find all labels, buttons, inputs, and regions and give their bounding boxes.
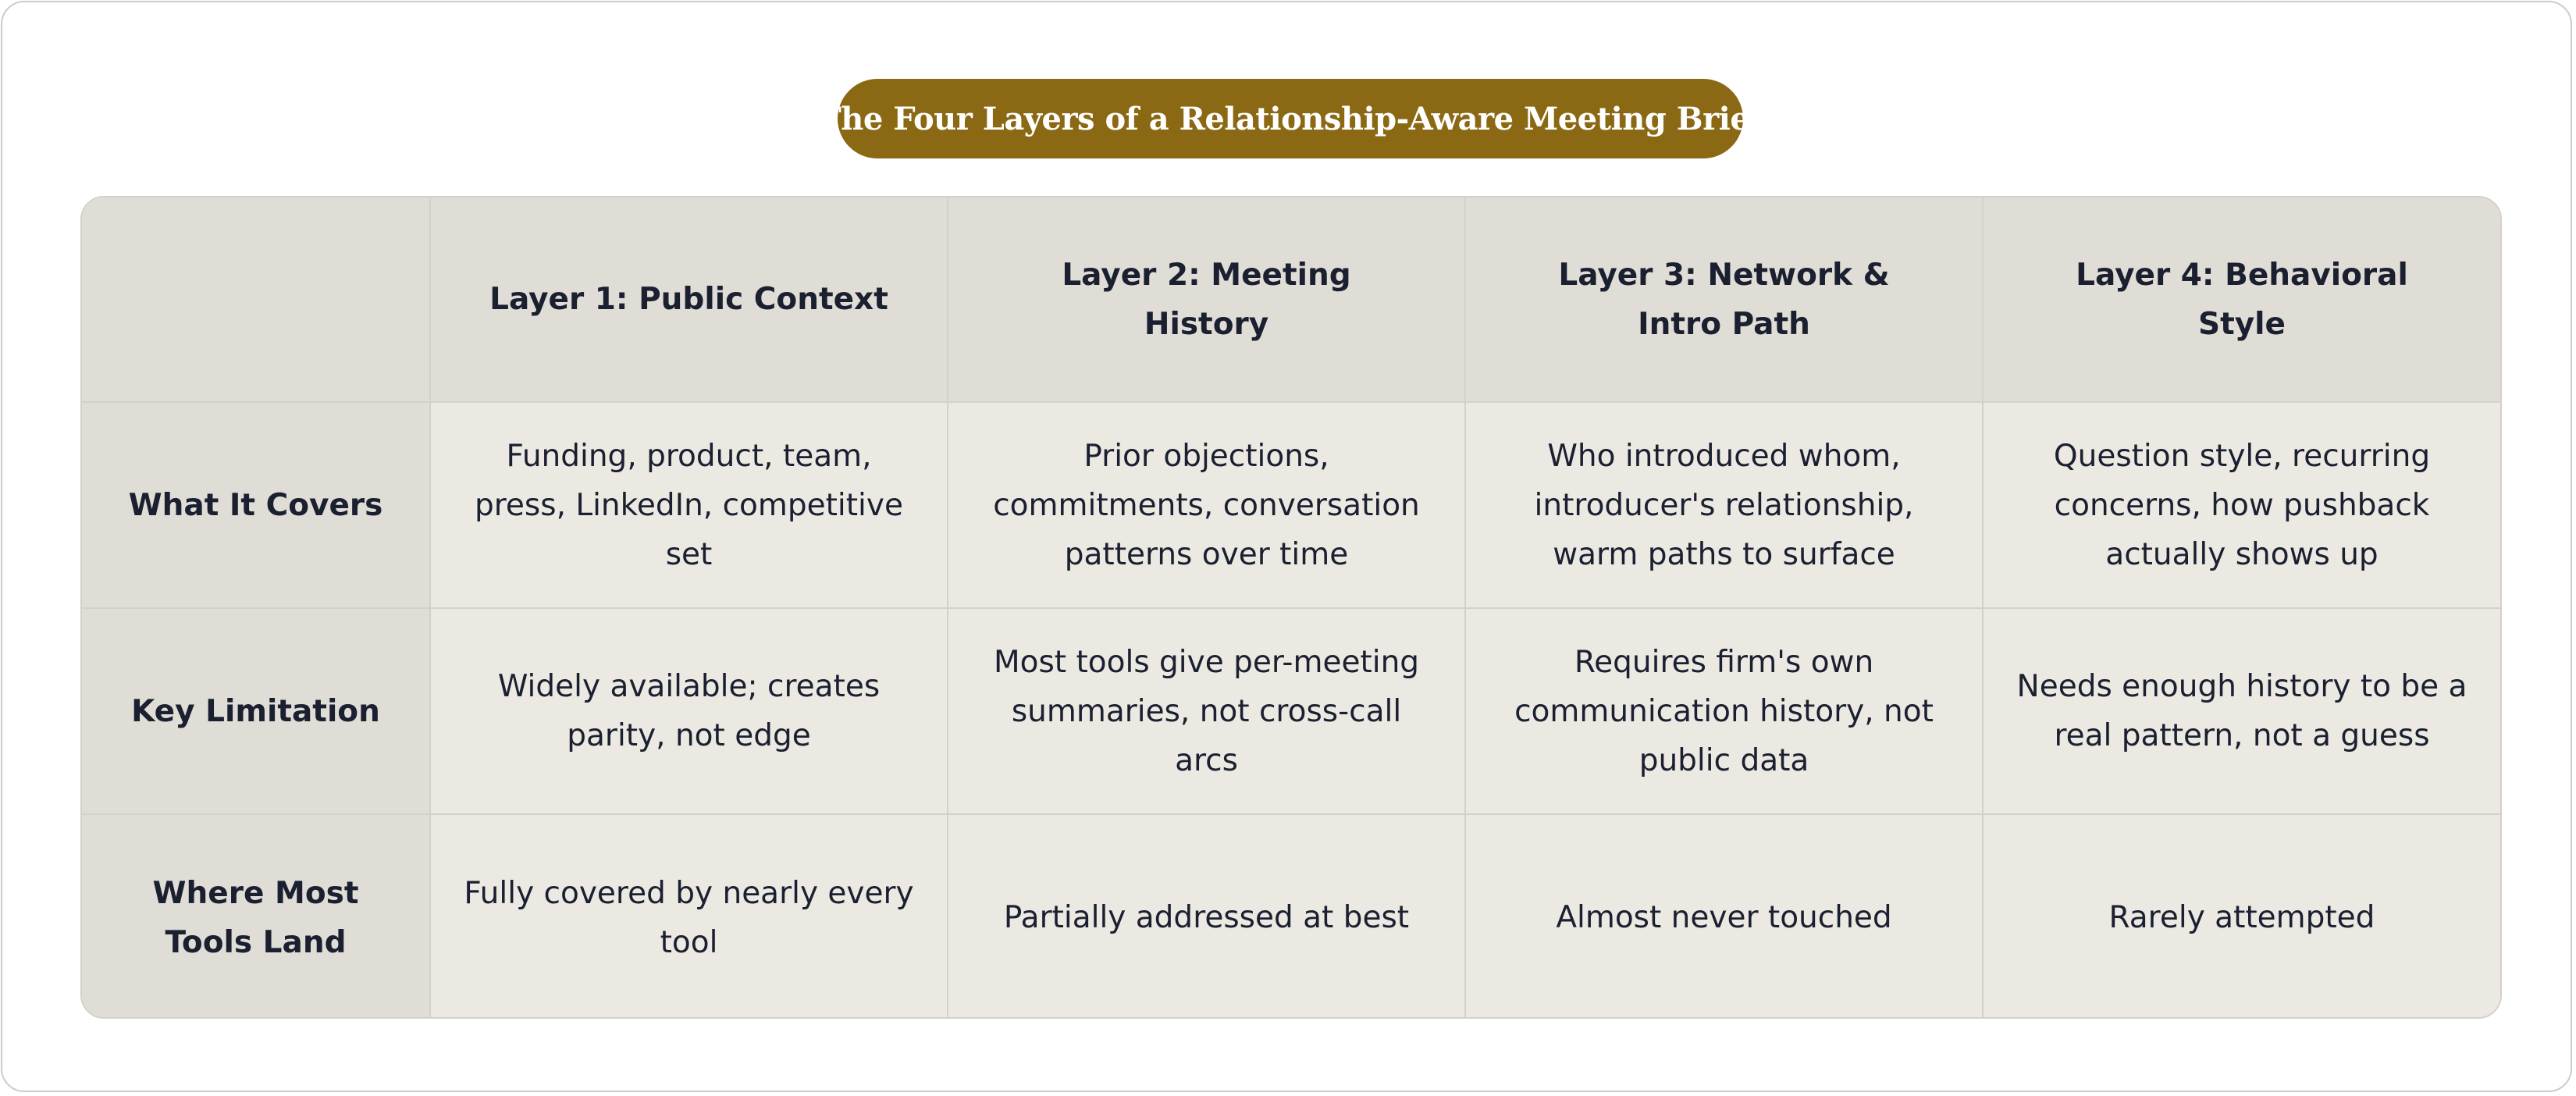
table-header-row xyxy=(82,197,2500,402)
column-header-layer-4: Layer 4: Behavioral Style xyxy=(1983,197,2500,402)
table-cell: Question style, recurring concerns, how pushback actually shows up xyxy=(1983,402,2500,608)
table-cell: Requires firm's own communication history, not public data xyxy=(1465,608,1983,814)
row-header-what-it-covers: What It Covers xyxy=(82,402,430,608)
page-frame xyxy=(1,1,2572,1092)
table-cell: Most tools give per-meeting summaries, not cross-call arcs xyxy=(948,608,1465,814)
table-cell: Who introduced whom, introducer's relationship, warm paths to surface xyxy=(1465,402,1983,608)
column-header-layer-2: Layer 2: Meeting History xyxy=(948,197,1465,402)
row-header-key-limitation: Key Limitation xyxy=(82,608,430,814)
column-header-layer-1: Layer 1: Public Context xyxy=(430,197,948,402)
table-corner-cell xyxy=(82,197,430,402)
page-title: The Four Layers of a Relationship-Aware Meeting Brief xyxy=(838,79,1743,158)
table-row xyxy=(82,402,2500,608)
row-header-where-most-tools-land: Where Most Tools Land xyxy=(82,814,430,1019)
table-cell: Widely available; creates parity, not edge xyxy=(430,608,948,814)
table-cell: Funding, product, team, press, LinkedIn, competitive set xyxy=(430,402,948,608)
table-cell: Needs enough history to be a real pattern, not a guess xyxy=(1983,608,2500,814)
layers-table xyxy=(82,197,2500,1019)
comparison-table xyxy=(80,196,2502,1019)
table-row xyxy=(82,608,2500,814)
column-header-layer-3: Layer 3: Network & Intro Path xyxy=(1465,197,1983,402)
table-row xyxy=(82,814,2500,1019)
table-cell: Prior objections, commitments, conversation patterns over time xyxy=(948,402,1465,608)
table-cell: Rarely attempted xyxy=(1983,814,2500,1019)
table-cell: Almost never touched xyxy=(1465,814,1983,1019)
table-cell: Partially addressed at best xyxy=(948,814,1465,1019)
table-cell: Fully covered by nearly every tool xyxy=(430,814,948,1019)
